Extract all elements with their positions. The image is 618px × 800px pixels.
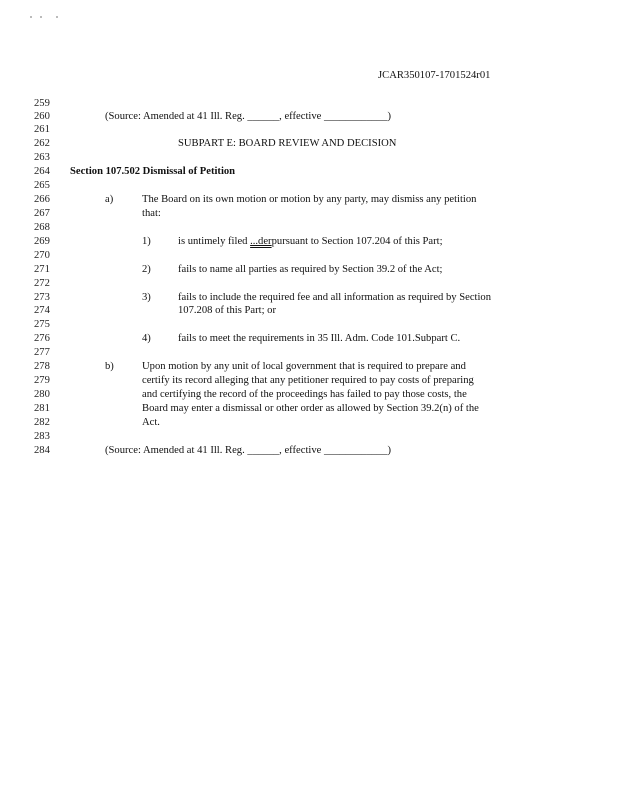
line-number: 275 — [34, 319, 50, 330]
line-number: 283 — [34, 431, 50, 442]
line-number: 273 — [34, 292, 50, 303]
item-2-text: fails to name all parties as required by Section 39.2 of the Act; — [178, 264, 443, 275]
line-number: 274 — [34, 305, 50, 316]
item-1-number: 1) — [142, 236, 151, 247]
subsection-a-label: a) — [105, 194, 114, 205]
line-number: 271 — [34, 264, 50, 275]
item-1-text-pre: is untimely filed — [178, 236, 248, 247]
source-note-top: (Source: Amended at 41 Ill. Reg. ______, effective ____________) — [105, 111, 392, 122]
line-number: 269 — [34, 236, 50, 247]
item-2-number: 2) — [142, 264, 151, 275]
line-number: 281 — [34, 403, 50, 414]
line-number: 282 — [34, 417, 50, 428]
subsection-a-text: that: — [142, 208, 161, 219]
line-number: 268 — [34, 222, 50, 233]
line-number: 264 — [34, 166, 50, 177]
line-number: 267 — [34, 208, 50, 219]
line-number: 284 — [34, 445, 50, 456]
line-number: 259 — [34, 98, 50, 109]
item-1-text-post: pursuant to Section 107.204 of this Part; — [271, 236, 443, 247]
item-3-text: fails to include the required fee and all information as required by Section — [178, 292, 491, 303]
subsection-b-text: Act. — [142, 417, 160, 428]
line-number: 276 — [34, 333, 50, 344]
scan-artifact — [30, 16, 70, 20]
line-number: 262 — [34, 138, 50, 149]
section-heading: Section 107.502 Dismissal of Petition — [70, 166, 236, 177]
subsection-b-text: Board may enter a dismissal or other order as allowed by Section 39.2(n) of the — [142, 403, 479, 414]
subsection-b-text: certify its record alleging that any petitioner required to pay costs of preparing — [142, 375, 474, 386]
line-number: 272 — [34, 278, 50, 289]
document-id: JCAR350107-1701524r01 — [378, 70, 491, 81]
line-number: 260 — [34, 111, 50, 122]
source-note-bottom: (Source: Amended at 41 Ill. Reg. ______, effective ____________) — [105, 445, 392, 456]
item-1-text — [178, 236, 443, 248]
subsection-b-text: Upon motion by any unit of local government that is required to prepare and — [142, 361, 466, 372]
line-number: 277 — [34, 347, 50, 358]
line-number: 266 — [34, 194, 50, 205]
item-4-number: 4) — [142, 333, 151, 344]
line-number: 265 — [34, 180, 50, 191]
item-1-amendment-mark: ...der — [250, 236, 272, 247]
item-3-number: 3) — [142, 292, 151, 303]
subpart-heading: SUBPART E: BOARD REVIEW AND DECISION — [178, 138, 397, 149]
line-number: 261 — [34, 124, 50, 135]
item-3-text: 107.208 of this Part; or — [178, 305, 276, 316]
line-number: 263 — [34, 152, 50, 163]
item-4-text: fails to meet the requirements in 35 Ill. Adm. Code 101.Subpart C. — [178, 333, 461, 344]
subsection-b-label: b) — [105, 361, 114, 372]
line-number: 279 — [34, 375, 50, 386]
line-number: 280 — [34, 389, 50, 400]
subsection-a-text: The Board on its own motion or motion by any party, may dismiss any petition — [142, 194, 477, 205]
line-number: 270 — [34, 250, 50, 261]
subsection-b-text: and certifying the record of the proceedings has failed to pay those costs, the — [142, 389, 467, 400]
line-number: 278 — [34, 361, 50, 372]
